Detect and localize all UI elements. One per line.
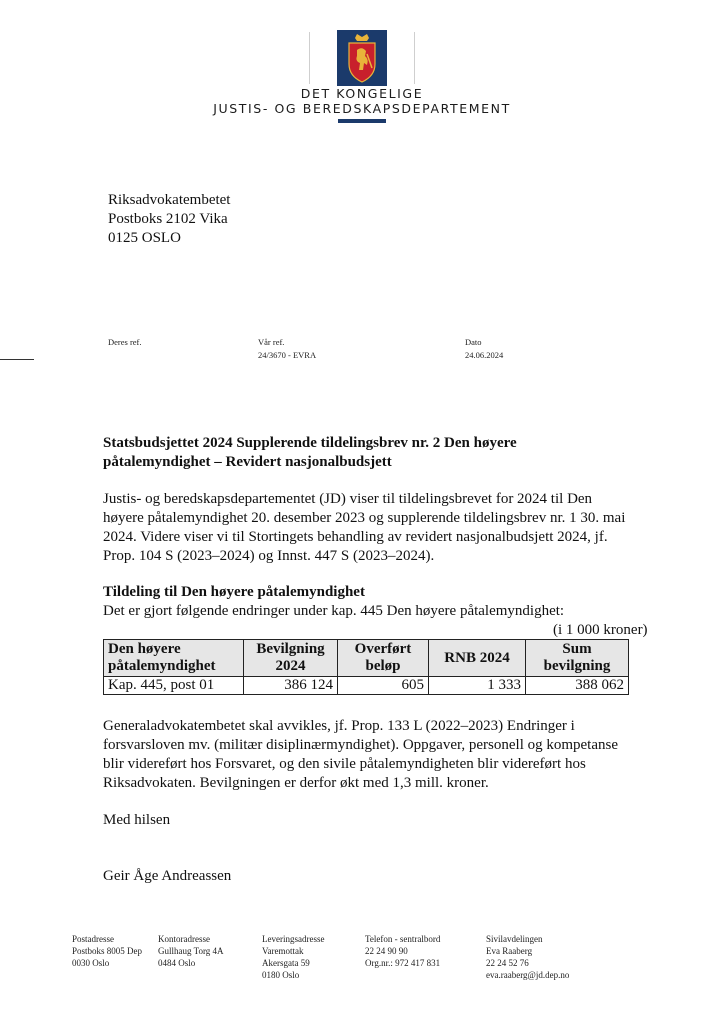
header-text: Den høyere xyxy=(108,641,181,657)
letter-title-line1: Statsbudsjettet 2024 Supplerende tildelingsbrev nr. 2 Den høyere xyxy=(103,435,517,451)
footer-kontoradresse xyxy=(158,933,224,969)
table-cell: 388 062 xyxy=(526,677,629,695)
header-cell xyxy=(104,640,244,677)
header-cell xyxy=(244,640,338,677)
header-text: Bevilgning xyxy=(256,641,325,657)
footer-text: Varemottak xyxy=(262,946,304,956)
logo-divider-right xyxy=(414,32,415,84)
para2-line1: Generaladvokatembetet skal avvikles, jf. Prop. 133 L (2022–2023) Endringer i xyxy=(103,718,575,734)
intro-line3: 2024. Videre viser vi til Stortingets behandling av revidert nasjonalbudsjett 2024, jf. xyxy=(103,529,608,545)
var-ref-label: Vår ref. xyxy=(258,337,285,347)
closing: Med hilsen xyxy=(103,812,171,828)
signature-name: Geir Åge Andreassen xyxy=(103,868,232,884)
date-value: 24.06.2024 xyxy=(465,350,504,360)
table-cell: 1 333 xyxy=(429,677,526,695)
header-text: bevilgning xyxy=(543,658,611,674)
footer-label: Postadresse xyxy=(72,934,114,944)
section-heading: Tildeling til Den høyere påtalemyndighet xyxy=(103,584,365,600)
intro-line2: høyere påtalemyndighet 20. desember 2023 og supplerende tildelingsbrev nr. 1 30. mai xyxy=(103,510,626,526)
section-text: Det er gjort følgende endringer under kap. 445 Den høyere påtalemyndighet: xyxy=(103,603,565,619)
footer-text: 22 24 90 90 xyxy=(365,946,408,956)
unit-note: (i 1 000 kroner) xyxy=(553,622,648,638)
deres-ref-label: Deres ref. xyxy=(108,337,142,347)
para2-line3: blir videreført hos Forsvaret, og den sivile påtalemyndigheten blir videreført hos xyxy=(103,756,586,772)
intro-line1: Justis- og beredskapsdepartementet (JD) viser til tildelingsbrevet for 2024 til Den xyxy=(103,491,593,507)
footer-telefon xyxy=(365,933,440,969)
footer-label: Sivilavdelingen xyxy=(486,934,543,944)
header-cell: RNB 2024 xyxy=(429,640,526,677)
footer-label: Kontoradresse xyxy=(158,934,210,944)
date-label: Dato xyxy=(465,337,482,347)
footer-text: 0030 Oslo xyxy=(72,958,110,968)
footer-text: Postboks 8005 Dep xyxy=(72,946,143,956)
department-name-line1: DET KONGELIGE xyxy=(300,86,424,101)
header-text: påtalemyndighet xyxy=(108,658,216,674)
header-text: Sum xyxy=(562,641,592,657)
footer-avdeling xyxy=(486,933,569,981)
footer-email[interactable]: eva.raaberg@jd.dep.no xyxy=(486,970,570,980)
var-ref-value: 24/3670 - EVRA xyxy=(258,350,317,360)
letter-title-line2: påtalemyndighet – Revidert nasjonalbudsjett xyxy=(103,454,392,470)
header-text: Overført xyxy=(354,641,412,657)
footer-text: Akersgata 59 xyxy=(262,958,310,968)
footer-text: Gullhaug Torg 4A xyxy=(158,946,224,956)
recipient-postal: 0125 OSLO xyxy=(108,230,181,246)
footer-text: 22 24 52 76 xyxy=(486,958,529,968)
department-name-line2: JUSTIS- OG BEREDSKAPSDEPARTEMENT xyxy=(213,101,511,116)
header-text: 2024 xyxy=(275,658,306,674)
footer-postadresse xyxy=(72,933,142,969)
recipient-name: Riksadvokatembetet xyxy=(108,192,231,208)
para2-line2: forsvarsloven mv. (militær disiplinærmyndighet). Oppgaver, personell og kompetanse xyxy=(103,737,619,753)
header-text: beløp xyxy=(365,658,401,674)
footer-label: Leveringsadresse xyxy=(262,934,325,944)
footer-leveringsadresse xyxy=(262,933,324,981)
logo-underline xyxy=(338,119,386,123)
table-row xyxy=(104,677,629,695)
footer-text: Eva Raaberg xyxy=(486,946,533,956)
footer-text: Org.nr.: 972 417 831 xyxy=(365,958,441,968)
coat-of-arms-icon xyxy=(337,30,387,86)
footer-label: Telefon - sentralbord xyxy=(365,934,441,944)
header-cell xyxy=(526,640,629,677)
allocation-table xyxy=(103,639,629,695)
recipient-address: Postboks 2102 Vika xyxy=(108,211,228,227)
table-header-row xyxy=(104,640,629,677)
logo-divider-left xyxy=(309,32,310,84)
intro-line4: Prop. 104 S (2023–2024) og Innst. 447 S (2023–2024). xyxy=(103,548,435,564)
header-cell xyxy=(338,640,429,677)
fold-mark xyxy=(0,359,34,360)
footer-text: 0484 Oslo xyxy=(158,958,196,968)
para2-line4: Riksadvokaten. Bevilgningen er derfor økt med 1,3 mill. kroner. xyxy=(103,775,489,791)
table-cell: 386 124 xyxy=(244,677,338,695)
table-cell: 605 xyxy=(338,677,429,695)
footer-text: 0180 Oslo xyxy=(262,970,300,980)
table-cell: Kap. 445, post 01 xyxy=(104,677,244,695)
